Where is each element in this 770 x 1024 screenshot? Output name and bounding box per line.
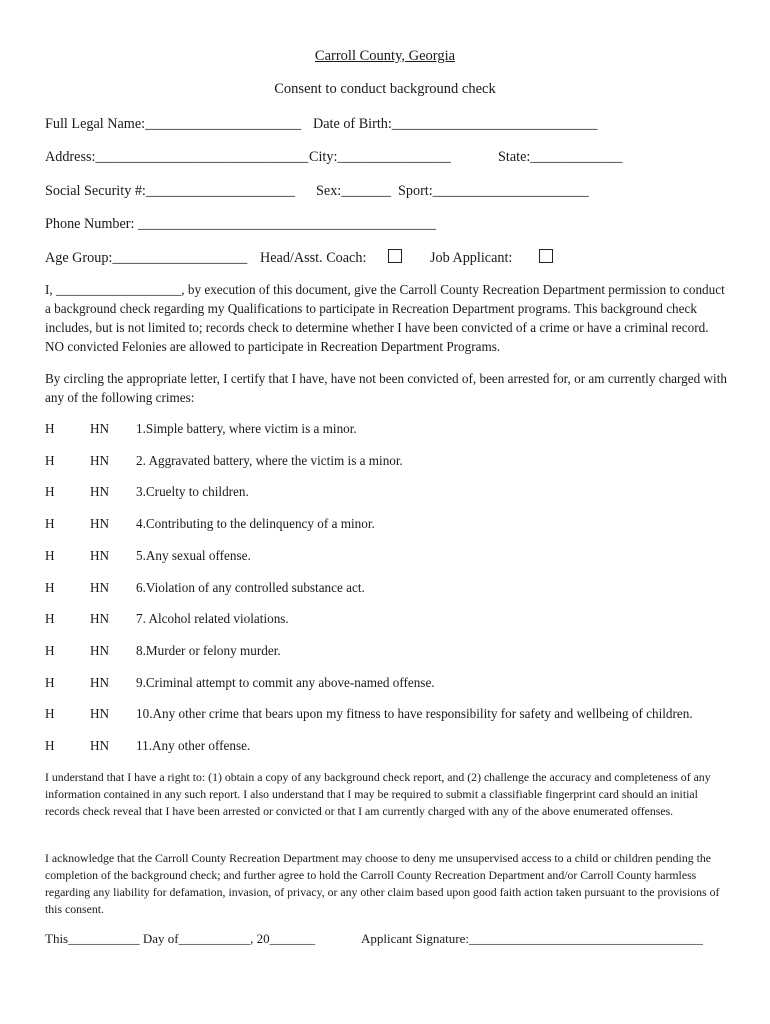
crime-text: 3.Cruelty to children. <box>136 484 249 500</box>
option-h[interactable]: H <box>45 484 55 500</box>
option-h[interactable]: H <box>45 452 55 468</box>
crime-text: 6.Violation of any controlled substance act. <box>136 579 365 595</box>
date-line[interactable]: This___________ Day of___________, 20_______ <box>45 931 316 946</box>
option-hn[interactable]: HN <box>90 642 110 658</box>
option-h[interactable]: H <box>45 738 55 753</box>
option-h[interactable]: H <box>45 547 55 563</box>
legal-name-field[interactable]: Full Legal Name:______________________ <box>45 116 302 132</box>
option-h[interactable]: H <box>45 706 55 722</box>
phone-field[interactable]: Phone Number: __________________________________________ <box>45 216 436 232</box>
crime-text: 5.Any sexual offense. <box>136 547 251 563</box>
signature-line[interactable]: Applicant Signature:____________________________________ <box>361 931 703 946</box>
option-h[interactable]: H <box>45 421 55 436</box>
rights-paragraph: I understand that I have a right to: (1) obtain a copy of any background check report, and (2) challenge the accuracy and completeness of any information contained in any such report. I also understand that I may be required to submit a classifiable fingerprint card should an initial records check reveal that I have been arrested or convicted or that I am currently charged with any of the above enumerated offenses. <box>45 770 711 818</box>
page-title: Carroll County, Georgia <box>314 48 456 64</box>
age-group-field[interactable]: Age Group:___________________ <box>45 250 248 266</box>
option-h[interactable]: H <box>45 674 55 690</box>
applicant-checkbox[interactable] <box>539 249 553 266</box>
option-hn[interactable]: HN <box>90 611 110 627</box>
acknowledge-paragraph: I acknowledge that the Carroll County Recreation Department may choose to deny me unsupervised access to a child or children pending the completion of the background check; and further agree to hold the Carroll County Recreation Department and/or Carroll County harmless regarding any liability for defamation, invasion, of privacy, or any other claim based upon good faith action taken pursuant to the provisions of this consent. <box>45 851 720 916</box>
crime-text: 2. Aggravated battery, where the victim is a minor. <box>136 452 403 468</box>
applicant-label: Job Applicant: <box>430 250 513 266</box>
sex-field[interactable]: Sex:_______ <box>316 183 391 199</box>
sport-field[interactable]: Sport:______________________ <box>398 183 589 199</box>
ssn-field[interactable]: Social Security #:_____________________ <box>45 183 295 199</box>
coach-checkbox[interactable] <box>388 249 402 266</box>
option-h[interactable]: H <box>45 642 55 658</box>
option-h[interactable]: H <box>45 611 55 627</box>
crime-text: 4.Contributing to the delinquency of a minor. <box>136 516 375 532</box>
certify-paragraph: By circling the appropriate letter, I certify that I have, have not been convicted of, been arrested for, or am currently charged with any of the following crimes: <box>45 371 727 405</box>
option-hn[interactable]: HN <box>90 484 110 500</box>
option-h[interactable]: H <box>45 516 55 532</box>
crime-text: 7. Alcohol related violations. <box>136 611 289 627</box>
option-hn[interactable]: HN <box>90 738 110 753</box>
address-field[interactable]: Address:______________________________ <box>45 149 309 165</box>
crime-text: 8.Murder or felony murder. <box>136 642 281 658</box>
option-hn[interactable]: HN <box>90 579 110 595</box>
option-hn[interactable]: HN <box>90 674 110 690</box>
consent-paragraph: I, ___________________, by execution of this document, give the Carroll County Recreation Department permission to conduct a background check regarding my Qualifications to participate in Recreation Department programs. This background check includes, but is not limited to; records check to determine whether I have been convicted of a crime or have a criminal record. NO convicted Felonies are allowed to participate in Recreation Department Programs. <box>45 282 725 354</box>
option-hn[interactable]: HN <box>90 421 110 436</box>
state-field[interactable]: State:_____________ <box>498 149 623 165</box>
option-hn[interactable]: HN <box>90 452 110 468</box>
city-field[interactable]: City:________________ <box>309 149 451 165</box>
crime-text: 9.Criminal attempt to commit any above-named offense. <box>136 674 435 690</box>
page-subtitle: Consent to conduct background check <box>274 81 496 97</box>
crime-text: 10.Any other crime that bears upon my fitness to have responsibility for safety and wellbeing of children. <box>136 706 693 722</box>
option-h[interactable]: H <box>45 579 55 595</box>
option-hn[interactable]: HN <box>90 706 110 722</box>
option-hn[interactable]: HN <box>90 516 110 532</box>
coach-label: Head/Asst. Coach: <box>260 250 367 266</box>
crime-text: 11.Any other offense. <box>136 738 251 753</box>
option-hn[interactable]: HN <box>90 547 110 563</box>
dob-field[interactable]: Date of Birth:_____________________________ <box>313 116 598 132</box>
crime-text: 1.Simple battery, where victim is a minor. <box>136 421 357 436</box>
